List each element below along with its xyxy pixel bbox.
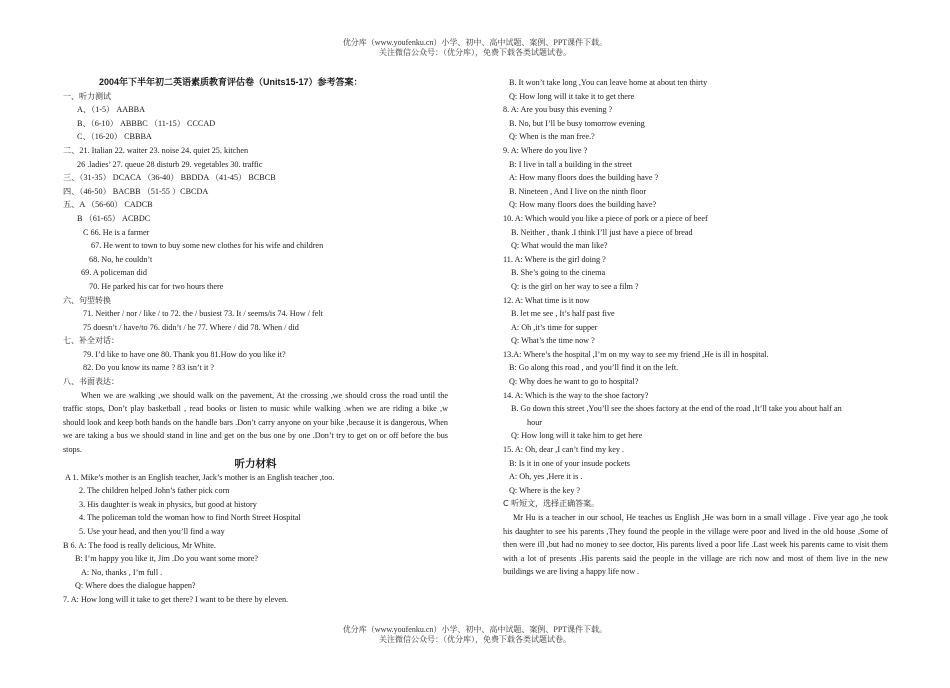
text-line: 一、听力测试 [63,91,111,101]
text-line: B: I live in tall a building in the street [509,159,633,169]
text-line: C 听短文，选择正确答案。 [503,499,600,509]
footer-line-1: 优分库（www.youfenku.cn）小学、初中、高中试题、案例、PPT课件下载。 [342,625,608,634]
text-line: 7. A: How long will it take to get there? I want to be there by eleven. [63,594,289,604]
text-line: 3. His daughter is weak in physics, but good at history [79,499,257,509]
text-line: B. Neither , thank .I think I’ll just have a piece of bread [511,227,693,237]
text-line: Q: How many floors does the building have? [509,200,657,210]
text-line: C、（16-20） CBBBA [77,132,152,142]
text-line: B. Go down this street ,You’ll see the shoes factory at the end of the road ,It’ll take you about half an [511,404,842,414]
page-header [0,38,950,58]
text-line: Q: How long will it take him to get here [511,431,643,441]
text-line: B （61-65） ACBDC [77,213,151,223]
text-line: 68. No, he couldn’t [89,254,153,264]
text-line: A、（1-5） AABBA [77,105,145,115]
text-line: 4. The policeman told the woman how to find North Street Hospital [79,513,301,523]
page-footer [0,625,950,645]
passage-paragraph: Mr Hu is a teacher in our school, He teaches us English ,He was born in a small village . Five year ago ,he took his daughter to see his parents ,They found the people in the village were poor and lived in the old house ,Some of then were ill ,but had no money to see doctor, His parents lived a poor life .Last week his parents came to visit them with a lot of presents .His parents said the people in the village are rich now and most of them live in the new buildings we are living a happy life now . [503,513,888,577]
text-line: Q: How long will it take it to get there [509,91,635,101]
text-line: hour [527,417,543,427]
text-line: Q: Where is the key ? [509,485,581,495]
text-line: 9. A: Where do you live ? [503,145,588,155]
text-line: B. Nineteen , And I live on the ninth floor [509,186,647,196]
text-line: 四、（46-50） BACBB （51-55 ）CBCDA [63,186,209,196]
text-line: 二、21. Italian 22. waiter 23. noise 24. quiet 25. kitchen [63,145,249,155]
answer-key-title: 2004年下半年初二英语素质教育评估卷（Units15-17）参考答案： [99,77,363,87]
text-line: 67. He went to town to buy some new clothes for his wife and children [91,241,324,251]
answer-list [63,90,448,389]
text-line: A: No, thanks , I’m full . [81,567,163,577]
text-line: 13.A: Where’s the hospital ,I’m on my way to see my friend ,He is ill in hospital. [503,349,769,359]
text-line: 26 .ladies’ 27. queue 28 disturb 29. vegetables 30. traffic [77,159,263,169]
text-line: B: Go along this road , and you’ll find it on the left. [509,363,679,373]
essay-paragraph: When we are walking ,we should walk on the pavement, At the crossing ,we should cross the road until the traffic stops, Don’t play basketball , read books or listen to music while walking .when we are riding a bike ,w should look and keep both hands on the handle bars .Don’t carry anyone on your bike ,because it is dangerous, When we are taking a bus we should stand in line and get on the bus one by one .Don’t try to get on or off before the bus stops. [63,390,448,455]
text-line: A: Oh ,it’s time for supper [511,322,598,332]
text-line: 12. A: What time is it now [503,295,590,305]
right-column [503,76,888,579]
text-line: 14. A: Which is the way to the shoe factory? [503,390,649,400]
text-line: 75 doesn’t / have/to 76. didn’t / he 77. Where / did 78. When / did [83,322,299,332]
text-line: B. let me see , It’s half past five [511,309,615,319]
text-line: Q: is the girl on her way to see a film ? [511,281,639,291]
footer-line-2: 关注微信公众号：（优分库），免费下载各类试题试卷。 [379,635,571,644]
text-line: A: Oh, yes ,Here it is . [509,472,583,482]
text-line: A: How many floors does the building have ? [509,173,659,183]
text-line: 10. A: Which would you like a piece of pork or a piece of beef [503,213,708,223]
text-line: 79. I’d like to have one 80. Thank you 81.How do you like it? [83,349,286,359]
text-line: B. She’s going to the cinema [511,268,606,278]
text-line: B. It won’t take long ,You can leave home at about ten thirty [509,78,708,87]
text-line: C 66. He is a farmer [83,227,150,237]
listening-title: 听力材料 [234,457,277,470]
text-line: Q: Why does he want to go to hospital? [509,377,639,387]
text-line: 五、A （56-60） CADCB [63,200,153,210]
dialogue-list [503,76,888,511]
left-column [63,76,448,607]
listening-script-list [63,471,448,607]
text-line: B: I’m happy you like it, Jim .Do you want some more? [75,554,259,564]
text-line: B 6. A: The food is really delicious, Mr White. [63,540,216,550]
text-line: 七、补全对话： [63,336,119,346]
text-line: 69. A policeman did [81,268,147,278]
text-line: Q: What’s the time now ? [511,336,595,346]
text-line: B: Is it in one of your insude pockets [509,458,630,468]
text-line: 8. A: Are you busy this evening ? [503,105,613,115]
text-line: 11. A: Where is the girl doing ? [503,254,606,264]
header-line-1: 优分库（www.youfenku.cn）小学、初中、高中试题、案例、PPT课件下载。 [342,38,608,47]
text-line: 八、书面表达： [63,377,119,387]
text-line: 15. A: Oh, dear ,I can’t find my key . [503,445,625,455]
text-line: 71. Neither / nor / like / to 72. the / busiest 73. It / seems/is 74. How / felt [83,309,323,319]
text-line: B、（6-10） ABBBC （11-15） CCCAD [77,118,216,128]
text-line: A 1. Mike’s mother is an English teacher, Jack’s mother is an English teacher ,too. [65,472,335,482]
text-line: Q: When is the man free.? [509,132,595,142]
text-line: 六、句型转换 [63,295,111,305]
text-line: 5. Use your head, and then you’ll find a way [79,527,225,536]
text-line: 70. He parked his car for two hours there [89,281,224,291]
text-line: Q: Where does the dialogue happen? [75,581,196,591]
text-line: Q: What would the man like? [511,241,608,251]
header-line-2: 关注微信公众号：（优分库），免费下载各类试题试卷。 [379,48,571,57]
text-line: B. No, but I’ll be busy tomorrow evening [509,118,645,128]
text-line: 82. Do you know its name ? 83 isn’t it ? [83,363,215,373]
text-line: 三、（31-35） DCACA （36-40） BBDDA （41-45） BCBCB [63,173,276,183]
text-line: 2. The children helped John’s father pick corn [79,486,230,496]
